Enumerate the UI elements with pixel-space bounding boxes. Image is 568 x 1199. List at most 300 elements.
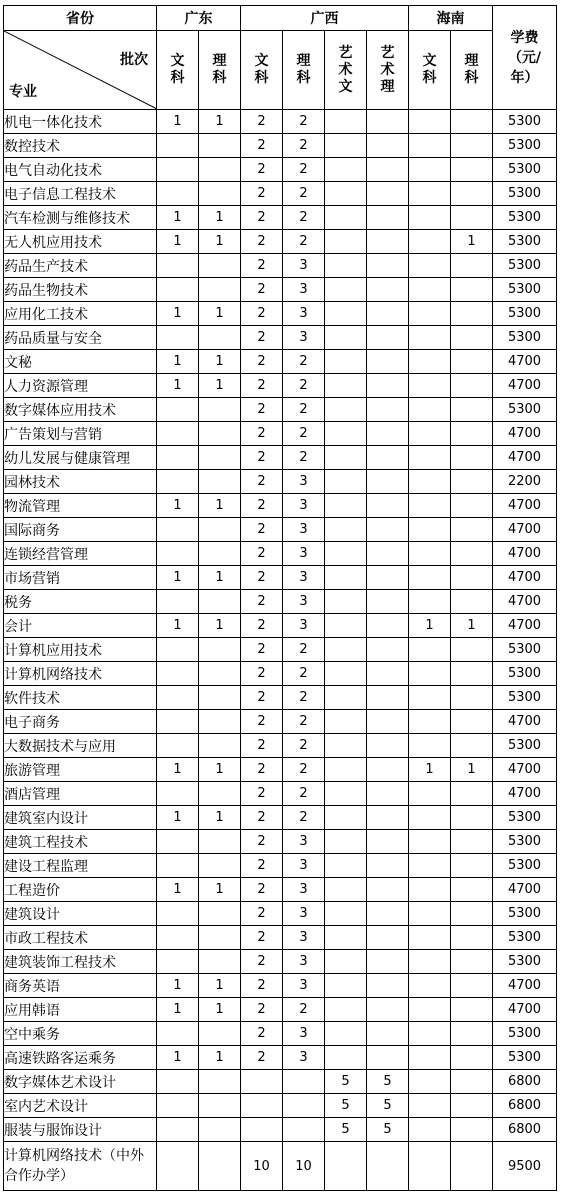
cell-major: 计算机网络技术（中外合作办学）	[4, 1142, 157, 1191]
cell-hn-w	[409, 326, 451, 350]
table-row	[4, 566, 557, 590]
cell-gx-al	[367, 230, 409, 254]
cell-gx-aw	[325, 926, 367, 950]
cell-gd-w	[157, 638, 199, 662]
cell-hn-w	[409, 518, 451, 542]
cell-fee: 5300	[493, 902, 557, 926]
cell-gx-aw	[325, 398, 367, 422]
table-row	[4, 1022, 557, 1046]
cell-gx-l: 3	[283, 614, 325, 638]
cell-gd-w	[157, 398, 199, 422]
cell-gx-al	[367, 614, 409, 638]
cell-hn-l	[451, 830, 493, 854]
cell-gd-w: 1	[157, 974, 199, 998]
cell-fee: 5300	[493, 110, 557, 134]
cell-hn-w	[409, 926, 451, 950]
cell-gx-aw	[325, 686, 367, 710]
table-row	[4, 734, 557, 758]
cell-hn-w	[409, 1118, 451, 1142]
cell-fee: 5300	[493, 734, 557, 758]
cell-gx-w: 2	[241, 902, 283, 926]
cell-gx-aw	[325, 302, 367, 326]
cell-gx-w: 2	[241, 806, 283, 830]
header-major: 专业	[9, 84, 37, 100]
cell-fee: 5300	[493, 182, 557, 206]
cell-hn-l	[451, 350, 493, 374]
cell-gd-l	[199, 926, 241, 950]
cell-fee: 5300	[493, 830, 557, 854]
cell-fee: 5300	[493, 230, 557, 254]
cell-gx-aw	[325, 374, 367, 398]
cell-gx-l: 2	[283, 758, 325, 782]
cell-gd-w	[157, 326, 199, 350]
cell-hn-w	[409, 782, 451, 806]
cell-hn-l	[451, 470, 493, 494]
table-row	[4, 590, 557, 614]
cell-gd-w	[157, 782, 199, 806]
table-row	[4, 902, 557, 926]
table-row	[4, 806, 557, 830]
cell-fee: 9500	[493, 1142, 557, 1191]
cell-gx-l: 2	[283, 998, 325, 1022]
cell-gx-al	[367, 494, 409, 518]
cell-gx-al	[367, 398, 409, 422]
cell-gx-l: 3	[283, 326, 325, 350]
cell-hn-w	[409, 806, 451, 830]
cell-fee: 4700	[493, 350, 557, 374]
cell-fee: 5300	[493, 326, 557, 350]
table-row	[4, 998, 557, 1022]
cell-hn-w	[409, 302, 451, 326]
cell-gd-w	[157, 158, 199, 182]
cell-gx-w: 2	[241, 326, 283, 350]
cell-hn-l	[451, 950, 493, 974]
cell-gx-w: 2	[241, 1046, 283, 1070]
cell-fee: 5300	[493, 926, 557, 950]
table-row	[4, 1142, 557, 1191]
cell-gd-w: 1	[157, 878, 199, 902]
header-fee-line2: （元/	[507, 49, 542, 66]
cell-hn-w	[409, 494, 451, 518]
cell-gx-al	[367, 1142, 409, 1191]
cell-major: 数控技术	[4, 134, 157, 158]
cell-gd-l: 1	[199, 494, 241, 518]
cell-hn-l	[451, 182, 493, 206]
header-hainan: 海南	[409, 6, 493, 31]
table-row	[4, 686, 557, 710]
cell-gx-aw	[325, 230, 367, 254]
cell-major: 电气自动化技术	[4, 158, 157, 182]
cell-gd-w: 1	[157, 494, 199, 518]
cell-gd-l: 1	[199, 206, 241, 230]
cell-hn-w	[409, 734, 451, 758]
cell-gd-l: 1	[199, 230, 241, 254]
cell-gd-w	[157, 422, 199, 446]
cell-gx-l: 3	[283, 1046, 325, 1070]
table-row	[4, 302, 557, 326]
cell-major: 会计	[4, 614, 157, 638]
cell-hn-w	[409, 206, 451, 230]
cell-gx-aw	[325, 182, 367, 206]
cell-hn-l	[451, 494, 493, 518]
cell-gx-w: 2	[241, 662, 283, 686]
table-row	[4, 470, 557, 494]
cell-major: 国际商务	[4, 518, 157, 542]
cell-hn-w	[409, 374, 451, 398]
cell-major: 药品质量与安全	[4, 326, 157, 350]
table-row	[4, 878, 557, 902]
cell-fee: 4700	[493, 494, 557, 518]
cell-gx-l: 3	[283, 494, 325, 518]
cell-hn-l	[451, 734, 493, 758]
cell-hn-w	[409, 398, 451, 422]
cell-major: 建筑室内设计	[4, 806, 157, 830]
cell-gx-al	[367, 878, 409, 902]
cell-hn-l	[451, 710, 493, 734]
cell-fee: 5300	[493, 206, 557, 230]
cell-fee: 4700	[493, 518, 557, 542]
header-fee-line1: 学费	[510, 29, 539, 46]
cell-major: 市政工程技术	[4, 926, 157, 950]
cell-gd-w	[157, 950, 199, 974]
cell-major: 机电一体化技术	[4, 110, 157, 134]
cell-gd-w	[157, 830, 199, 854]
cell-major: 建筑工程技术	[4, 830, 157, 854]
cell-gx-aw	[325, 710, 367, 734]
cell-gd-w: 1	[157, 758, 199, 782]
cell-gx-w: 2	[241, 542, 283, 566]
cell-gd-l: 1	[199, 878, 241, 902]
cell-gx-aw	[325, 638, 367, 662]
cell-fee: 6800	[493, 1118, 557, 1142]
cell-gx-al	[367, 374, 409, 398]
cell-gd-l	[199, 446, 241, 470]
cell-gx-aw	[325, 254, 367, 278]
cell-gd-w	[157, 518, 199, 542]
cell-gx-aw	[325, 278, 367, 302]
cell-gx-l: 3	[283, 830, 325, 854]
cell-hn-w	[409, 710, 451, 734]
cell-gx-w: 2	[241, 518, 283, 542]
cell-gd-w	[157, 542, 199, 566]
cell-gx-al	[367, 470, 409, 494]
cell-gd-l: 1	[199, 1046, 241, 1070]
cell-gx-l	[283, 1118, 325, 1142]
cell-hn-l	[451, 902, 493, 926]
cell-gd-l: 1	[199, 806, 241, 830]
table-row	[4, 854, 557, 878]
cell-hn-w	[409, 590, 451, 614]
cell-gx-l: 2	[283, 398, 325, 422]
cell-major: 连锁经营管理	[4, 542, 157, 566]
cell-hn-w	[409, 446, 451, 470]
cell-gd-l	[199, 1022, 241, 1046]
cell-gx-al	[367, 974, 409, 998]
cell-fee: 4700	[493, 446, 557, 470]
cell-gx-al: 5	[367, 1070, 409, 1094]
header-fee-line3: 年）	[510, 69, 539, 86]
cell-hn-w	[409, 686, 451, 710]
cell-gd-l	[199, 326, 241, 350]
cell-hn-w	[409, 110, 451, 134]
cell-gx-l: 2	[283, 110, 325, 134]
cell-gx-aw	[325, 782, 367, 806]
cell-gx-aw	[325, 734, 367, 758]
cell-gd-l	[199, 1070, 241, 1094]
cell-gx-l	[283, 1070, 325, 1094]
cell-hn-w	[409, 902, 451, 926]
cell-gd-l: 1	[199, 974, 241, 998]
cell-major: 文秘	[4, 350, 157, 374]
cell-gx-w: 2	[241, 686, 283, 710]
cell-gx-l: 3	[283, 566, 325, 590]
cell-gx-w: 2	[241, 230, 283, 254]
cell-gd-w	[157, 1118, 199, 1142]
cell-gx-w: 2	[241, 638, 283, 662]
cell-gx-aw	[325, 1046, 367, 1070]
cell-gx-aw	[325, 614, 367, 638]
cell-gx-l: 3	[283, 278, 325, 302]
cell-hn-l	[451, 254, 493, 278]
cell-hn-l	[451, 110, 493, 134]
cell-hn-w	[409, 350, 451, 374]
cell-gd-w	[157, 278, 199, 302]
cell-major: 药品生物技术	[4, 278, 157, 302]
cell-gx-aw	[325, 158, 367, 182]
cell-gx-aw	[325, 542, 367, 566]
cell-gx-w: 2	[241, 494, 283, 518]
cell-hn-w	[409, 1142, 451, 1191]
cell-gd-w: 1	[157, 998, 199, 1022]
cell-hn-l	[451, 806, 493, 830]
table-row	[4, 158, 557, 182]
cell-gx-l: 2	[283, 806, 325, 830]
cell-hn-l	[451, 662, 493, 686]
cell-gd-l: 1	[199, 374, 241, 398]
cell-hn-l	[451, 134, 493, 158]
cell-major: 数字媒体艺术设计	[4, 1070, 157, 1094]
cell-hn-w	[409, 830, 451, 854]
cell-gx-l: 3	[283, 518, 325, 542]
header-row-provinces	[4, 6, 557, 31]
cell-gd-l	[199, 422, 241, 446]
cell-gd-l	[199, 254, 241, 278]
cell-gx-w: 2	[241, 110, 283, 134]
cell-gd-l	[199, 1142, 241, 1191]
cell-gx-al: 5	[367, 1094, 409, 1118]
cell-gx-l: 3	[283, 590, 325, 614]
cell-gx-aw	[325, 950, 367, 974]
header-guangxi: 广西	[241, 6, 409, 31]
cell-gx-aw	[325, 998, 367, 1022]
cell-major: 工程造价	[4, 878, 157, 902]
table-row	[4, 374, 557, 398]
cell-gx-al	[367, 734, 409, 758]
cell-hn-l	[451, 590, 493, 614]
cell-gx-al	[367, 302, 409, 326]
cell-fee: 5300	[493, 1046, 557, 1070]
table-row	[4, 1118, 557, 1142]
cell-gd-l	[199, 470, 241, 494]
cell-fee: 4700	[493, 566, 557, 590]
cell-hn-w	[409, 278, 451, 302]
cell-hn-l	[451, 542, 493, 566]
cell-fee: 4700	[493, 710, 557, 734]
cell-hn-w	[409, 878, 451, 902]
cell-hn-w	[409, 662, 451, 686]
cell-hn-l	[451, 1094, 493, 1118]
cell-gd-l	[199, 902, 241, 926]
cell-gd-l	[199, 782, 241, 806]
header-corner-cell	[4, 31, 157, 110]
cell-hn-w	[409, 422, 451, 446]
cell-hn-w	[409, 950, 451, 974]
cell-gx-aw	[325, 974, 367, 998]
cell-gd-l	[199, 182, 241, 206]
cell-gx-aw	[325, 326, 367, 350]
cell-fee: 5300	[493, 1022, 557, 1046]
cell-gx-al	[367, 926, 409, 950]
cell-hn-l	[451, 926, 493, 950]
cell-major: 人力资源管理	[4, 374, 157, 398]
cell-gd-l: 1	[199, 758, 241, 782]
table-row	[4, 830, 557, 854]
cell-gx-w	[241, 1118, 283, 1142]
cell-gx-l: 2	[283, 638, 325, 662]
cell-hn-l	[451, 374, 493, 398]
header-row-categories	[4, 31, 557, 110]
cell-fee: 5300	[493, 638, 557, 662]
cell-gx-l: 3	[283, 902, 325, 926]
cell-fee: 4700	[493, 614, 557, 638]
cell-gd-w: 1	[157, 614, 199, 638]
header-gx-yishuli: 艺 术 理	[367, 31, 409, 110]
cell-hn-w	[409, 134, 451, 158]
cell-fee: 5300	[493, 134, 557, 158]
cell-gx-al	[367, 686, 409, 710]
cell-hn-l	[451, 974, 493, 998]
cell-hn-w	[409, 470, 451, 494]
cell-fee: 6800	[493, 1094, 557, 1118]
cell-fee: 5300	[493, 302, 557, 326]
cell-gx-al	[367, 902, 409, 926]
header-gd-wenke: 文 科	[157, 31, 199, 110]
cell-gx-al	[367, 830, 409, 854]
cell-gd-w	[157, 662, 199, 686]
cell-hn-l	[451, 1142, 493, 1191]
cell-gx-al	[367, 182, 409, 206]
cell-gd-l	[199, 278, 241, 302]
cell-hn-w	[409, 542, 451, 566]
cell-gx-w: 2	[241, 422, 283, 446]
table-row	[4, 974, 557, 998]
cell-hn-w	[409, 974, 451, 998]
cell-gd-w	[157, 182, 199, 206]
cell-gx-al	[367, 422, 409, 446]
cell-fee: 4700	[493, 542, 557, 566]
cell-hn-w	[409, 158, 451, 182]
cell-gd-l: 1	[199, 614, 241, 638]
cell-major: 计算机应用技术	[4, 638, 157, 662]
cell-gd-w	[157, 134, 199, 158]
cell-gd-l: 1	[199, 998, 241, 1022]
cell-gd-l	[199, 398, 241, 422]
cell-hn-l	[451, 422, 493, 446]
cell-gx-w: 2	[241, 374, 283, 398]
table-row	[4, 782, 557, 806]
cell-gd-w: 1	[157, 302, 199, 326]
cell-hn-l	[451, 302, 493, 326]
cell-gd-w: 1	[157, 110, 199, 134]
cell-gx-al	[367, 758, 409, 782]
cell-gd-w	[157, 710, 199, 734]
cell-hn-w	[409, 998, 451, 1022]
cell-major: 市场营销	[4, 566, 157, 590]
cell-fee: 5300	[493, 662, 557, 686]
cell-gd-l	[199, 662, 241, 686]
cell-gx-l: 2	[283, 230, 325, 254]
header-gx-like: 理 科	[283, 31, 325, 110]
table-row	[4, 230, 557, 254]
cell-gx-w: 2	[241, 158, 283, 182]
cell-gx-al	[367, 782, 409, 806]
cell-gd-w	[157, 1094, 199, 1118]
cell-gx-l	[283, 1094, 325, 1118]
cell-gx-l: 2	[283, 734, 325, 758]
cell-gd-l	[199, 638, 241, 662]
cell-major: 服装与服饰设计	[4, 1118, 157, 1142]
cell-gx-al	[367, 854, 409, 878]
cell-major: 药品生产技术	[4, 254, 157, 278]
cell-gx-aw	[325, 662, 367, 686]
cell-gx-al	[367, 950, 409, 974]
cell-hn-w: 1	[409, 614, 451, 638]
cell-gd-l	[199, 518, 241, 542]
cell-gx-l: 3	[283, 878, 325, 902]
header-hn-wenke: 文 科	[409, 31, 451, 110]
cell-gd-w: 1	[157, 566, 199, 590]
cell-gd-w: 1	[157, 806, 199, 830]
cell-gd-l	[199, 950, 241, 974]
cell-gd-w: 1	[157, 350, 199, 374]
header-fee	[493, 6, 557, 110]
cell-major: 税务	[4, 590, 157, 614]
cell-gx-al	[367, 278, 409, 302]
cell-gx-aw	[325, 518, 367, 542]
cell-gx-l: 3	[283, 854, 325, 878]
cell-gx-w: 2	[241, 710, 283, 734]
cell-gd-l	[199, 686, 241, 710]
cell-gx-al	[367, 350, 409, 374]
table-row	[4, 518, 557, 542]
table-row	[4, 638, 557, 662]
cell-gx-l: 2	[283, 206, 325, 230]
table-row	[4, 134, 557, 158]
table-row	[4, 206, 557, 230]
cell-major: 高速铁路客运乘务	[4, 1046, 157, 1070]
cell-gd-w: 1	[157, 230, 199, 254]
cell-gx-w: 2	[241, 614, 283, 638]
cell-gx-l: 3	[283, 470, 325, 494]
cell-gd-w	[157, 854, 199, 878]
cell-hn-w	[409, 254, 451, 278]
cell-gd-l: 1	[199, 566, 241, 590]
cell-major: 建筑装饰工程技术	[4, 950, 157, 974]
cell-gx-w: 2	[241, 830, 283, 854]
table-row	[4, 254, 557, 278]
cell-gd-w	[157, 590, 199, 614]
cell-hn-l	[451, 326, 493, 350]
